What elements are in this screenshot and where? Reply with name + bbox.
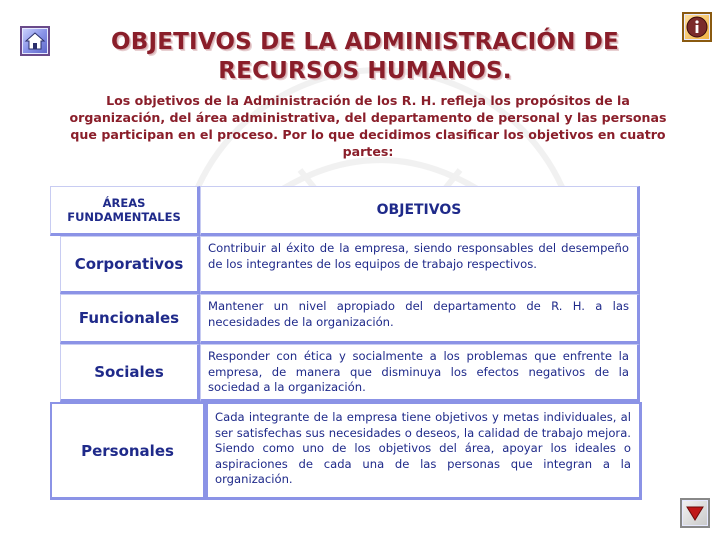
next-button[interactable] [680, 498, 710, 528]
info-icon [684, 14, 710, 40]
home-icon [22, 28, 48, 54]
area-cell: Corporativos [60, 236, 200, 294]
home-button[interactable] [20, 26, 50, 56]
objective-cell: Mantener un nivel apropiado del departamento de R. H. a las necesidades de la organización. [200, 294, 640, 344]
intro-text: Los objetivos de la Administración de los R. H. refleja los propósitos de la organización, del área administrativa, del departamento de personal y las personas que participan en el proceso. Por lo que decidimos clasificar los objetivos en cuatro partes: [69, 93, 667, 159]
area-cell: Sociales [60, 344, 200, 402]
objective-cell: Cada integrante de la empresa tiene objetivos y metas individuales, al ser satisfechas sus necesidades o deseos, la calidad de trabajo mejora. Siendo como uno de los objetivos del área, apoyar los ideales o aspiraciones de cada una de las personas que integran a la organización. [206, 402, 642, 500]
header-areas: ÁREAS FUNDAMENTALES [50, 186, 200, 236]
next-arrow-icon [682, 500, 708, 526]
page-title: OBJETIVOS DE LA ADMINISTRACIÓN DE RECURSOS HUMANOS. [111, 29, 619, 84]
info-button[interactable] [682, 12, 712, 42]
area-cell: Personales [50, 402, 206, 500]
objective-cell: Responder con ética y socialmente a los problemas que enfrente la empresa, de manera que disminuya los efectos negativos de la sociedad a la organización. [200, 344, 640, 402]
objective-cell: Contribuir al éxito de la empresa, siendo responsables del desempeño de los integrantes de los equipos de trabajo respectivos. [200, 236, 640, 294]
header-objetivos: OBJETIVOS [200, 186, 640, 236]
area-cell: Funcionales [60, 294, 200, 344]
